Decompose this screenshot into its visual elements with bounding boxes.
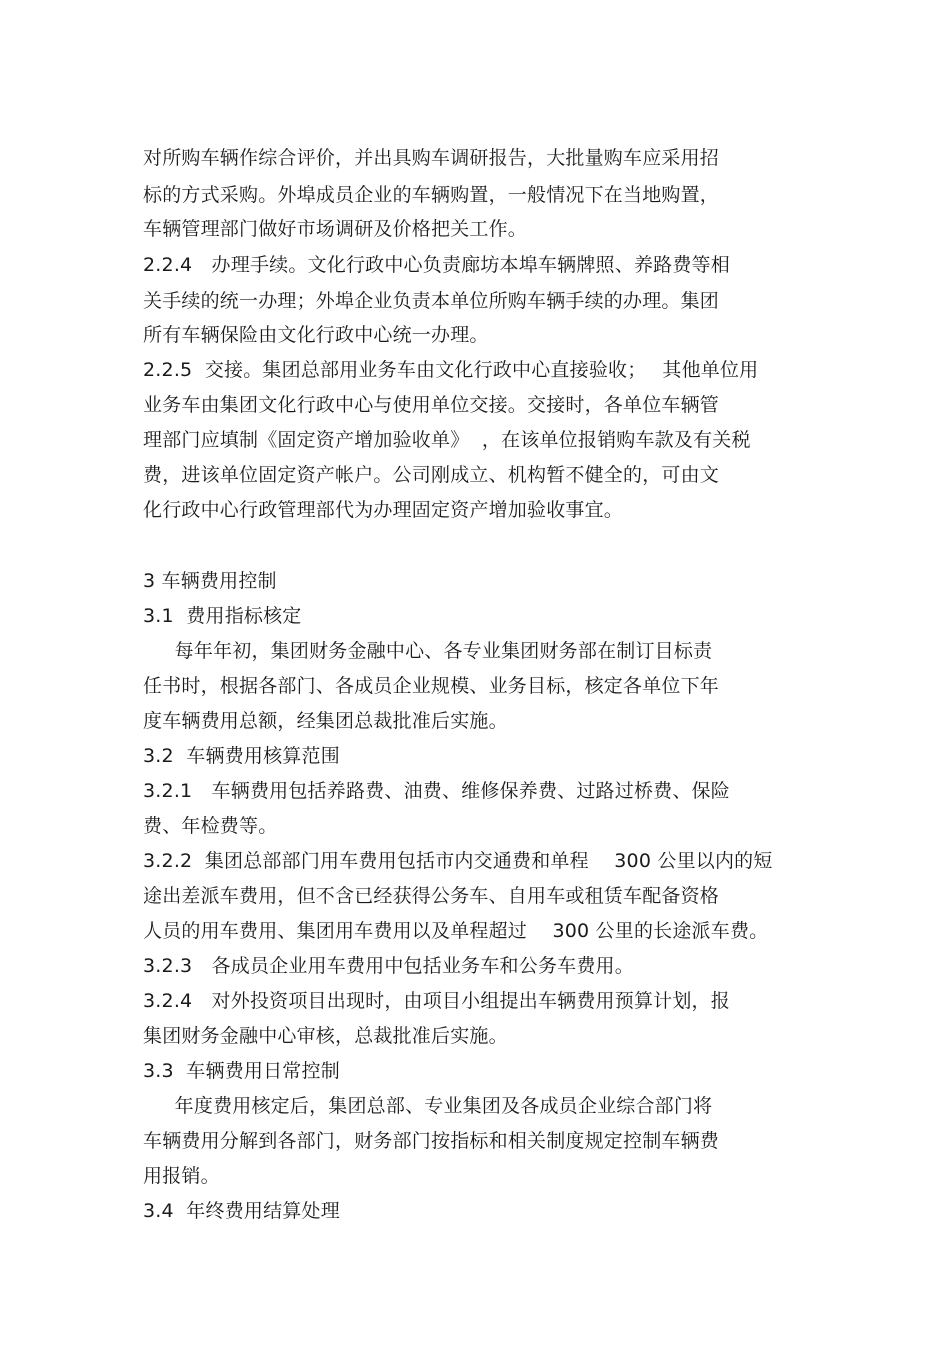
paragraph-line: 3.2.4 对外投资项目出现时，由项目小组提出车辆费用预算计划，报 bbox=[143, 990, 730, 1012]
paragraph-line: 关手续的统一办理；外埠企业负责本单位所购车辆手续的办理。集团 bbox=[143, 290, 720, 312]
paragraph-line: 人员的用车费用、集团用车费用以及单程超过 300 公里的长途派车费。 bbox=[143, 920, 769, 942]
subsection-heading: 3.1 费用指标核定 bbox=[143, 605, 302, 627]
subsection-heading: 3.3 车辆费用日常控制 bbox=[143, 1060, 340, 1082]
paragraph-line: 所有车辆保险由文化行政中心统一办理。 bbox=[143, 324, 489, 346]
paragraph-line: 3.2.3 各成员企业用车费用中包括业务车和公务车费用。 bbox=[143, 955, 634, 977]
paragraph-line: 标的方式采购。外埠成员企业的车辆购置，一般情况下在当地购置， bbox=[143, 184, 720, 206]
paragraph-line: 年度费用核定后，集团总部、专业集团及各成员企业综合部门将 bbox=[143, 1095, 713, 1117]
paragraph-line: 3.2.1 车辆费用包括养路费、油费、维修保养费、过路过桥费、保险 bbox=[143, 780, 730, 802]
paragraph-line: 度车辆费用总额，经集团总裁批准后实施。 bbox=[143, 710, 508, 732]
paragraph-line: 2.2.4 办理手续。文化行政中心负责廊坊本埠车辆牌照、养路费等相 bbox=[143, 254, 730, 276]
paragraph-line: 集团财务金融中心审核，总裁批准后实施。 bbox=[143, 1025, 508, 1047]
paragraph-line: 2.2.5 交接。集团总部用业务车由文化行政中心直接验收； 其他单位用 bbox=[143, 359, 759, 381]
paragraph-line: 车辆管理部门做好市场调研及价格把关工作。 bbox=[143, 218, 528, 240]
paragraph-line: 途出差派车费用，但不含已经获得公务车、自用车或租赁车配备资格 bbox=[143, 885, 720, 907]
paragraph-line: 用报销。 bbox=[143, 1165, 220, 1187]
paragraph-line: 费，进该单位固定资产帐户。公司刚成立、机构暂不健全的，可由文 bbox=[143, 464, 720, 486]
subsection-heading: 3.2 车辆费用核算范围 bbox=[143, 745, 340, 767]
subsection-heading: 3.4 年终费用结算处理 bbox=[143, 1200, 340, 1222]
paragraph-line: 理部门应填制《固定资产增加验收单》 ，在该单位报销购车款及有关税 bbox=[143, 429, 751, 451]
paragraph-line: 3.2.2 集团总部部门用车费用包括市内交通费和单程 300 公里以内的短 bbox=[143, 850, 773, 872]
paragraph-line: 对所购车辆作综合评价，并出具购车调研报告，大批量购车应采用招 bbox=[143, 147, 720, 169]
paragraph-line: 化行政中心行政管理部代为办理固定资产增加验收事宜。 bbox=[143, 499, 624, 521]
paragraph-line: 每年年初，集团财务金融中心、各专业集团财务部在制订目标责 bbox=[143, 640, 713, 662]
paragraph-line: 任书时，根据各部门、各成员企业规模、业务目标，核定各单位下年 bbox=[143, 675, 720, 697]
paragraph-line: 车辆费用分解到各部门，财务部门按指标和相关制度规定控制车辆费 bbox=[143, 1130, 720, 1152]
paragraph-line: 业务车由集团文化行政中心与使用单位交接。交接时，各单位车辆管 bbox=[143, 394, 720, 416]
paragraph-line: 费、年检费等。 bbox=[143, 815, 278, 837]
section-heading: 3 车辆费用控制 bbox=[143, 570, 277, 592]
